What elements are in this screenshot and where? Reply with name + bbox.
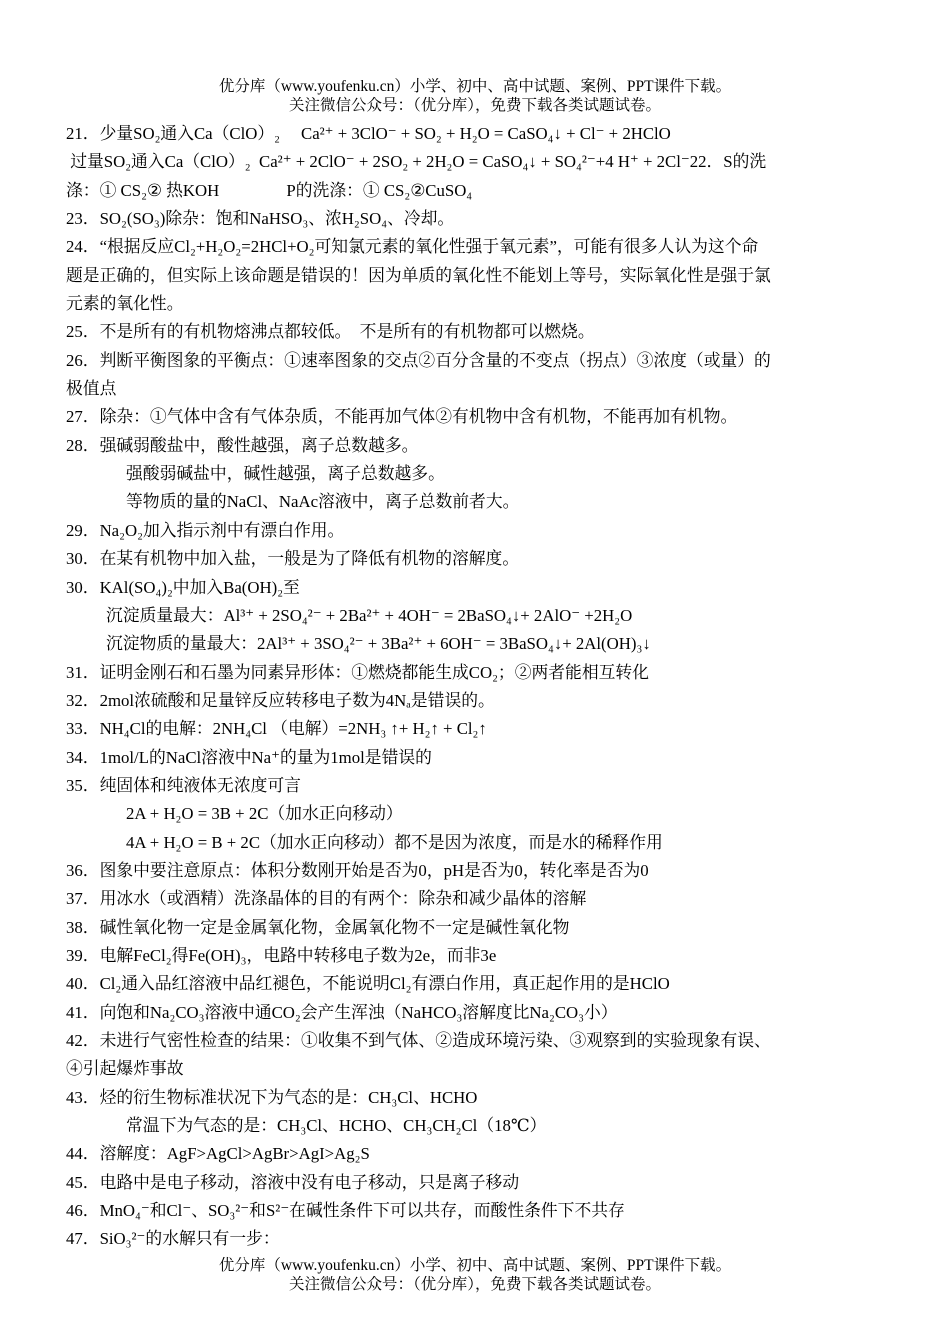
text-line — [66, 517, 888, 545]
text-line-content: 36．图象中要注意原点：体积分数刚开始是否为0，pH是否为0，转化率是否为0 — [66, 860, 649, 880]
header-line-1: 优分库（www.youfenku.cn）小学、初中、高中试题、案例、PPT课件下载。 — [218, 78, 732, 95]
text-line — [66, 1055, 888, 1083]
text-line — [66, 318, 888, 346]
text-line-content: 题是正确的，但实际上该命题是错误的！因为单质的氧化性不能划上等号，实际氧化性是强于氯 — [66, 265, 771, 285]
text-line-content: 涤：① CS₂② 热KOH P的洗涤：① CS₂②CuSO₄ — [66, 180, 473, 200]
text-line-content: 39．电解FeCl₂得Fe(OH)₃，电路中转移电子数为2e，而非3e — [66, 945, 497, 965]
text-line — [66, 432, 888, 460]
footer-line-2: 关注微信公众号：（优分库），免费下载各类试题试卷。 — [288, 1276, 661, 1293]
text-line-content: 24．“根据反应Cl₂+H₂O₂=2HCl+O₂可知氯元素的氧化性强于氧元素”，可能有很多人认为这个命 — [66, 237, 759, 257]
text-line — [66, 914, 888, 942]
text-line — [66, 970, 888, 998]
text-line-content: 30．在某有机物中加入盐，一般是为了降低有机物的溶解度。 — [66, 549, 520, 569]
text-line — [66, 942, 888, 970]
text-line — [66, 800, 888, 828]
text-line — [66, 744, 888, 772]
text-line-content: 41．向饱和Na₂CO₃溶液中通CO₂会产生浑浊（NaHCO₃溶解度比Na₂CO₃小） — [66, 1002, 618, 1022]
text-line-content: 26．判断平衡图象的平衡点：①速率图象的交点②百分含量的不变点（拐点）③浓度（或量）的 — [66, 350, 771, 370]
text-line — [66, 120, 888, 148]
text-line — [66, 1084, 888, 1112]
text-line — [66, 1027, 888, 1055]
text-line — [66, 687, 888, 715]
text-line-content: 30．KAl(SO₄)₂中加入Ba(OH)₂至 — [66, 577, 300, 597]
page-header — [0, 77, 950, 115]
text-line — [66, 602, 888, 630]
text-line-content: 28．强碱弱酸盐中，酸性越强，离子总数越多。 — [66, 435, 419, 455]
text-line-content: 37．用冰水（或酒精）洗涤晶体的目的有两个：除杂和减少晶体的溶解 — [66, 889, 587, 909]
text-line-content: 27．除杂：①气体中含有气体杂质，不能再加气体②有机物中含有机物，不能再加有机物。 — [66, 407, 738, 427]
text-line-content: 常温下为气态的是：CH₃Cl、HCHO、CH₃CH₂Cl（18℃） — [126, 1116, 547, 1136]
text-line-content: 44．溶解度：AgF>AgCl>AgBr>AgI>Ag₂S — [66, 1144, 370, 1164]
text-line — [66, 574, 888, 602]
text-line — [66, 1225, 888, 1253]
text-line-content: 极值点 — [66, 379, 117, 399]
text-line — [66, 885, 888, 913]
text-line-content: 沉淀物质的量最大：2Al³⁺ + 3SO₄²⁻ + 3Ba²⁺ + 6OH⁻ = 3BaSO₄↓+ 2Al(OH)₃↓ — [106, 634, 651, 654]
text-line-content: 29．Na₂O₂加入指示剂中有漂白作用。 — [66, 520, 345, 540]
text-line — [66, 375, 888, 403]
page-footer — [0, 1256, 950, 1294]
text-line-content: 38．碱性氧化物一定是金属氧化物，金属氧化物不一定是碱性氧化物 — [66, 917, 570, 937]
text-line — [66, 148, 888, 176]
text-line — [66, 1197, 888, 1225]
text-line-content: 43．烃的衍生物标准状况下为气态的是：CH₃Cl、HCHO — [66, 1087, 478, 1107]
text-line — [66, 1140, 888, 1168]
text-line-content: 强酸弱碱盐中，碱性越强，离子总数越多。 — [126, 464, 445, 484]
text-line-content: 42．未进行气密性检查的结果：①收集不到气体、②造成环境污染、③观察到的实验现象有误、 — [66, 1031, 771, 1050]
text-line-content: 21．少量SO₂通入Ca（ClO）₂ Ca²⁺ + 3ClO⁻ + SO₂ + H₂O = CaSO₄↓ + Cl⁻ + 2HClO — [66, 124, 671, 143]
text-line — [66, 460, 888, 488]
text-line-content: 25．不是所有的有机物熔沸点都较低。 不是所有的有机物都可以燃烧。 — [66, 322, 595, 342]
text-line — [66, 262, 888, 290]
text-line — [66, 772, 888, 800]
text-line-content: 31．证明金刚石和石墨为同素异形体：①燃烧都能生成CO₂；②两者能相互转化 — [66, 662, 649, 682]
text-line — [66, 659, 888, 687]
text-line-content: 47．SiO₃²⁻的水解只有一步： — [66, 1229, 280, 1249]
text-line — [66, 1112, 888, 1140]
text-line-content: 2A + H₂O = 3B + 2C（加水正向移动） — [126, 804, 403, 824]
text-line-content: 元素的氧化性。 — [66, 294, 184, 314]
text-line — [66, 857, 888, 885]
text-line-content: 33．NH₄Cl的电解：2NH₄Cl （电解）=2NH₃ ↑+ H₂↑ + Cl₂↑ — [66, 719, 487, 739]
text-line-content: 过量SO₂通入Ca（ClO）₂ Ca²⁺ + 2ClO⁻ + 2SO₂ + 2H₂O = CaSO₄↓ + SO₄²⁻+4 H⁺ + 2Cl⁻22．S的洗 — [66, 152, 767, 172]
text-line — [66, 488, 888, 516]
header-line-2: 关注微信公众号：（优分库），免费下载各类试题试卷。 — [288, 97, 661, 114]
text-line-content: 40．Cl₂通入品红溶液中品红褪色，不能说明Cl₂有漂白作用，真正起作用的是HClO — [66, 974, 670, 994]
text-line — [66, 290, 888, 318]
document-body — [66, 120, 888, 1254]
text-line — [66, 630, 888, 658]
text-line — [66, 1169, 888, 1197]
footer-line-1: 优分库（www.youfenku.cn）小学、初中、高中试题、案例、PPT课件下载。 — [218, 1257, 732, 1274]
text-line — [66, 205, 888, 233]
text-line — [66, 545, 888, 573]
text-line-content: ④引起爆炸事故 — [66, 1059, 184, 1079]
text-line-content: 等物质的量的NaCl、NaAc溶液中，离子总数前者大。 — [126, 492, 520, 512]
text-line — [66, 715, 888, 743]
text-line — [66, 999, 888, 1027]
text-line-content: 34．1mol/L的NaCl溶液中Na⁺的量为1mol是错误的 — [66, 747, 432, 767]
text-line-content: 4A + H₂O = B + 2C（加水正向移动）都不是因为浓度，而是水的稀释作用 — [126, 832, 663, 852]
text-line — [66, 233, 888, 261]
text-line-content: 23．SO₂(SO₃)除杂：饱和NaHSO₃、浓H₂SO₄、冷却。 — [66, 209, 455, 229]
text-line — [66, 403, 888, 431]
text-line — [66, 347, 888, 375]
text-line-content: 沉淀质量最大：Al³⁺ + 2SO₄²⁻ + 2Ba²⁺ + 4OH⁻ = 2BaSO₄↓+ 2AlO⁻ +2H₂O — [106, 605, 633, 625]
text-line-content: 45．电路中是电子移动，溶液中没有电子移动，只是离子移动 — [66, 1172, 520, 1192]
text-line — [66, 177, 888, 205]
text-line-content: 35．纯固体和纯液体无浓度可言 — [66, 775, 301, 795]
text-line — [66, 829, 888, 857]
text-line-content: 32．2mol浓硫酸和足量锌反应转移电子数为4Nₐ是错误的。 — [66, 690, 495, 710]
text-line-content: 46．MnO₄⁻和Cl⁻、SO₃²⁻和S²⁻在碱性条件下可以共存，而酸性条件下不共存 — [66, 1201, 625, 1221]
